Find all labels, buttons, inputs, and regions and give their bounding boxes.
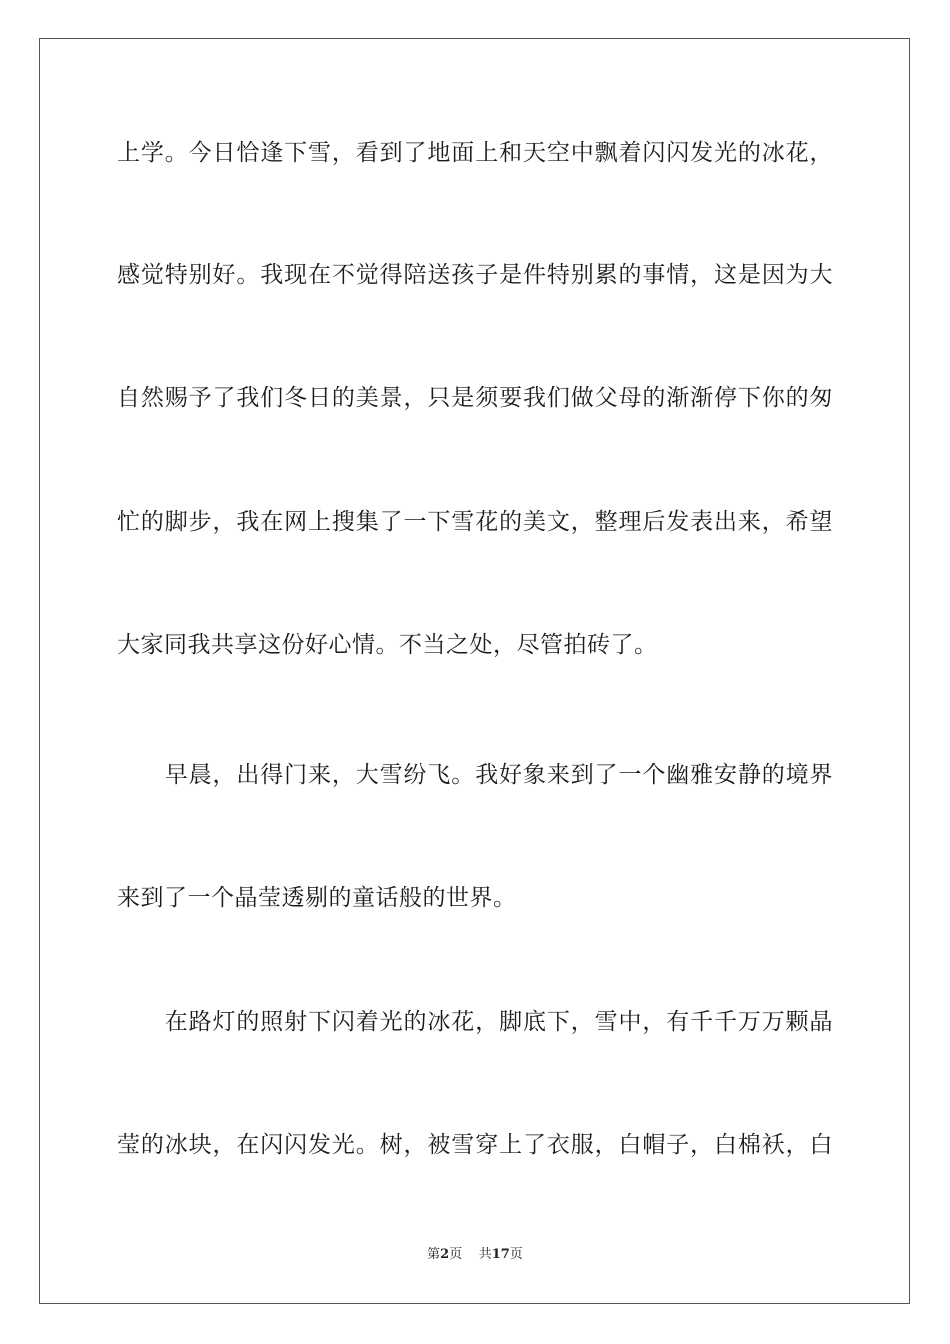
text-line-9: 莹的冰块，在闪闪发光。树，被雪穿上了衣服，白帽子，白棉袄，白 xyxy=(117,1132,833,1158)
text-line-5: 大家同我共享这份好心情。不当之处，尽管拍砖了。 xyxy=(117,632,658,658)
total-prefix: 共 xyxy=(478,1247,492,1262)
text-line-1: 上学。今日恰逢下雪，看到了地面上和天空中飘着闪闪发光的冰花， xyxy=(117,140,833,166)
page-frame xyxy=(39,38,910,1304)
text-line-7: 来到了一个晶莹透剔的童话般的世界。 xyxy=(117,885,517,911)
text-line-2: 感觉特别好。我现在不觉得陪送孩子是件特别累的事情，这是因为大 xyxy=(117,262,833,288)
total-pages: 17 xyxy=(491,1247,510,1262)
text-line-3: 自然赐予了我们冬日的美景，只是须要我们做父母的渐渐停下你的匆 xyxy=(117,385,833,411)
page-suffix: 页 xyxy=(449,1247,463,1262)
total-suffix: 页 xyxy=(509,1247,523,1262)
page-prefix: 第 xyxy=(427,1247,441,1262)
text-line-4: 忙的脚步，我在网上搜集了一下雪花的美文，整理后发表出来，希望 xyxy=(117,509,833,535)
text-line-6: 早晨，出得门来，大雪纷飞。我好象来到了一个幽雅安静的境界 xyxy=(117,762,833,788)
page-number: 2 xyxy=(440,1247,450,1262)
text-line-8: 在路灯的照射下闪着光的冰花，脚底下，雪中，有千千万万颗晶 xyxy=(117,1009,833,1035)
page-footer xyxy=(0,1246,950,1264)
